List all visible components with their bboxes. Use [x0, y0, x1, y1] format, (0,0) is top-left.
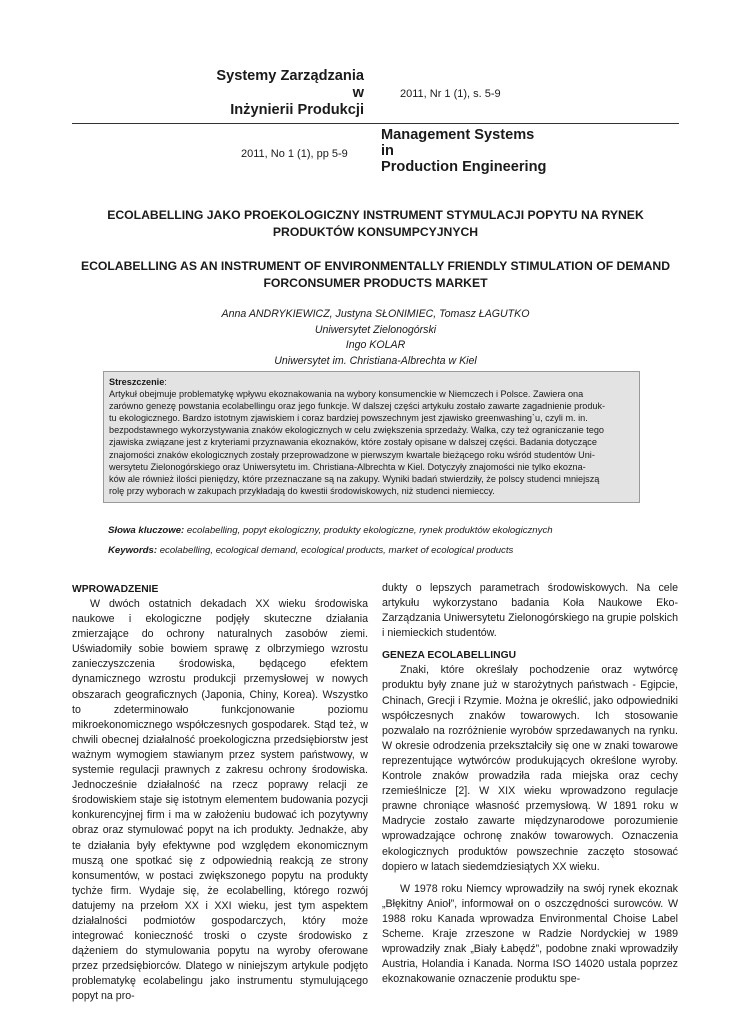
header-rule: [72, 123, 679, 124]
journal-title-pl: [180, 68, 364, 119]
author-names: Ingo KOLAR: [345, 339, 406, 351]
section-heading-introduction: WPROWADZENIE: [72, 584, 159, 595]
keywords-en: [108, 545, 513, 556]
body-column-left: [72, 582, 368, 1005]
author-names: Anna ANDRYKIEWICZ, Justyna SŁONIMIEC, Tomasz ŁAGUTKO: [221, 308, 530, 320]
body-paragraph: dukty o lepszych parametrach środowiskowych. Na cele artykułu wykorzystano badania Koła Naukowe Eko-Zarządzania Uniwersytetu Zielonogórskiego na grupie polskich i niemieckich studentów.: [382, 582, 678, 640]
author-affiliation: Uniwersytet im. Christiana-Albrechta w Kiel: [274, 354, 477, 367]
abstract-heading: Streszczenie:: [109, 377, 167, 387]
article-title-en: ECOLABELLING AS AN INSTRUMENT OF ENVIRONMENTALLY FRIENDLY STIMULATION OF DEMAND FORCONSUMER PRODUCTS MARKET: [80, 259, 671, 290]
body-column-right: [382, 581, 678, 987]
keywords-en-text: ecolabelling, ecological demand, ecological products, market of ecological products: [157, 545, 514, 556]
journal-title-en: [381, 127, 546, 175]
abstract-line: zjawiska związane jest z kryteriami przyznawania ekoznaków, które zostały opisane w dalszej części. Badania dotyczące: [109, 437, 597, 448]
abstract-text: [109, 388, 634, 497]
keywords-pl-text: ecolabelling, popyt ekologiczny, produkty ekologiczne, rynek produktów ekologicznych: [184, 525, 553, 536]
abstract-line: Artykuł obejmuje problematykę wpływu ekoznakowania na wybory konsumenckie w Niemczech i Polsce. Zawiera ona: [109, 389, 584, 400]
body-paragraph: W 1978 roku Niemcy wprowadziły na swój rynek ekoznak „Błękitny Anioł”, informował on o oszczędności surowców. W 1988 roku Kanada wprowadza Environmental Choise Label Scheme. Kraje zrzeszone w Radzie Nordyckiej w 1989 wprowadziły znak „Biały Łabędź”, podobne znaki wprowadziły Austria, Holandia i Kanada. Norma ISO 14020 ustala poprzez ekoznakowanie oznaczenie produktu spe-: [382, 882, 678, 986]
issue-info-en: 2011, No 1 (1), pp 5-9: [241, 148, 348, 160]
journal-title-en-line: Management Systems: [381, 127, 535, 143]
abstract-line: wersytetu Zielonogórskiego oraz Uniwersytetu im. Christiana-Albrechta w Kiel. Dotyczyły znajomości nie tylko ekozna-: [109, 461, 586, 472]
journal-title-en-line: Production Engineering: [381, 159, 547, 175]
abstract-box: [103, 371, 640, 503]
keywords-pl-label: Słowa kluczowe:: [108, 525, 185, 536]
issue-info-pl: 2011, Nr 1 (1), s. 5-9: [400, 88, 501, 100]
keywords-pl: [108, 525, 553, 536]
abstract-line: znajomości znaków ekologicznych zostały przeprowadzone w pierwszym kwartale bieżącego roku wśród studentów Uni-: [109, 449, 595, 460]
abstract-line: zarówno genezę powstania ecolabellingu oraz jego funkcje. W dalszej części artykułu zostało zawarte zagadnienie produk-: [109, 401, 606, 412]
body-paragraph: Znaki, które określały pochodzenie oraz wytwórcę produktu były znane już w starożytnych państwach - Egipcie, Chinach, Grecji i Rzymie. Można je określić, jako odpowiedniki współczesnych znaków towarowych. Ich stosowanie pozwalało na rozróżnienie wyrobów sprzedawanych na rynku. W okresie odrodzenia przekształciły się one w znaki towarowe reprezentujące wytwórców produkujących określone wyroby. Kontrole znaków prowadziła rada miejska oraz cechy rzemieślnicze [2]. W XIX wieku wprowadzono regulacje prawne chroniące własność przemysłową. W 1891 roku w Madrycie zostało zawarte międzynarodowe porozumienie wprowadzające ochronę znaków towarowych. Oznaczenia ekologicznych produktów powszechnie zaczęto stosować dopiero w latach siedemdziesiątych XX wieku.: [382, 664, 678, 873]
journal-title-en-line: in: [381, 143, 394, 159]
section-heading-genesis: GENEZA ECOLABELLINGU: [382, 650, 517, 662]
abstract-line: ków ale również ilości pieniędzy, które przeznaczane są na zakupy. Wyniki badań stwierdziły, że polscy studenci mniejszą: [109, 473, 600, 484]
abstract-line: tu ekologicznego. Bardzo istotnym zjawiskiem i coraz bardziej powszechnym jest zjawisko greenwashing`u, czyli m. in.: [109, 413, 588, 424]
author-block: [72, 307, 679, 369]
journal-title-pl-line: Inżynierii Produkcji: [230, 102, 364, 118]
body-paragraph: W dwóch ostatnich dekadach XX wieku środowiska naukowe i ekologiczne podjęły skuteczne działania zmierzające do ochrony naturalnych zasobów ziemi. Uświadomiły sobie bowiem sprawę z olbrzymiego wzrostu zanieczyszczenia środowiska, będącego efektem dynamicznego wzrostu produkcji przemysłowej w nowych obszarach geograficznych (Japonia, Chiny, Korea). Wszystko to zdeterminowało funkcjonowanie poziomu mikroekonomicznego współczesnych gospodarek. Stąd też, w chwili obecnej działalność proekologiczna przedsiębiorstw jest ważnym wymogiem stawianym przez system państwowy, w systemie regulacji prawnych z zakresu ochrony środowiska. Jednocześnie działalność na rzecz poprawy relacji ze środowiskiem staje się istotnym elementem budowania pozycji konkurencyjnej firm i ma w założeniu budować ich pozytywny obraz oraz stymulować popyt na ich produkty. Jednakże, aby te działania były efektywne pod względem ekonomicznym muszą one spotkać się z odpowiednią reakcją ze strony konsumentów, w postaci zwiększonego popytu na produkty tychże firm. Wydaje się, że ecolabelling, którego rozwój datujemy na przełom XX i XXI wieku, jest tym aspektem działalności podmiotów gospodarczych, który może integrować konieczność troski o czyste środowisko z dążeniem do stymulowania popytu na wyroby oferowane przez przedsiębiorców. Dlatego w niniejszym artykule podjęto problematykę ecolabelingu jako instrumentu stymulującego popyt na pro-: [72, 598, 368, 1003]
keywords-en-label: Keywords:: [108, 545, 158, 556]
abstract-line: rolę przy wyborach w zakupach przykładają do kwestii środowiskowych, niż studenci niemieccy.: [109, 485, 495, 496]
author-affiliation: Uniwersytet Zielonogórski: [314, 323, 437, 336]
journal-title-pl-line: Systemy Zarządzania: [216, 68, 364, 84]
journal-title-pl-line: w: [352, 85, 364, 101]
article-title-pl: ECOLABELLING JAKO PROEKOLOGICZNY INSTRUMENT STYMULACJI POPYTU NA RYNEK PRODUKTÓW KONSUMPCYJNYCH: [107, 208, 644, 239]
abstract-line: bezpodstawnego wykorzystywania znaków ekologicznych w celu zwiększenia sprzedaży. Walka, czy też ograniczanie tego: [109, 425, 605, 436]
